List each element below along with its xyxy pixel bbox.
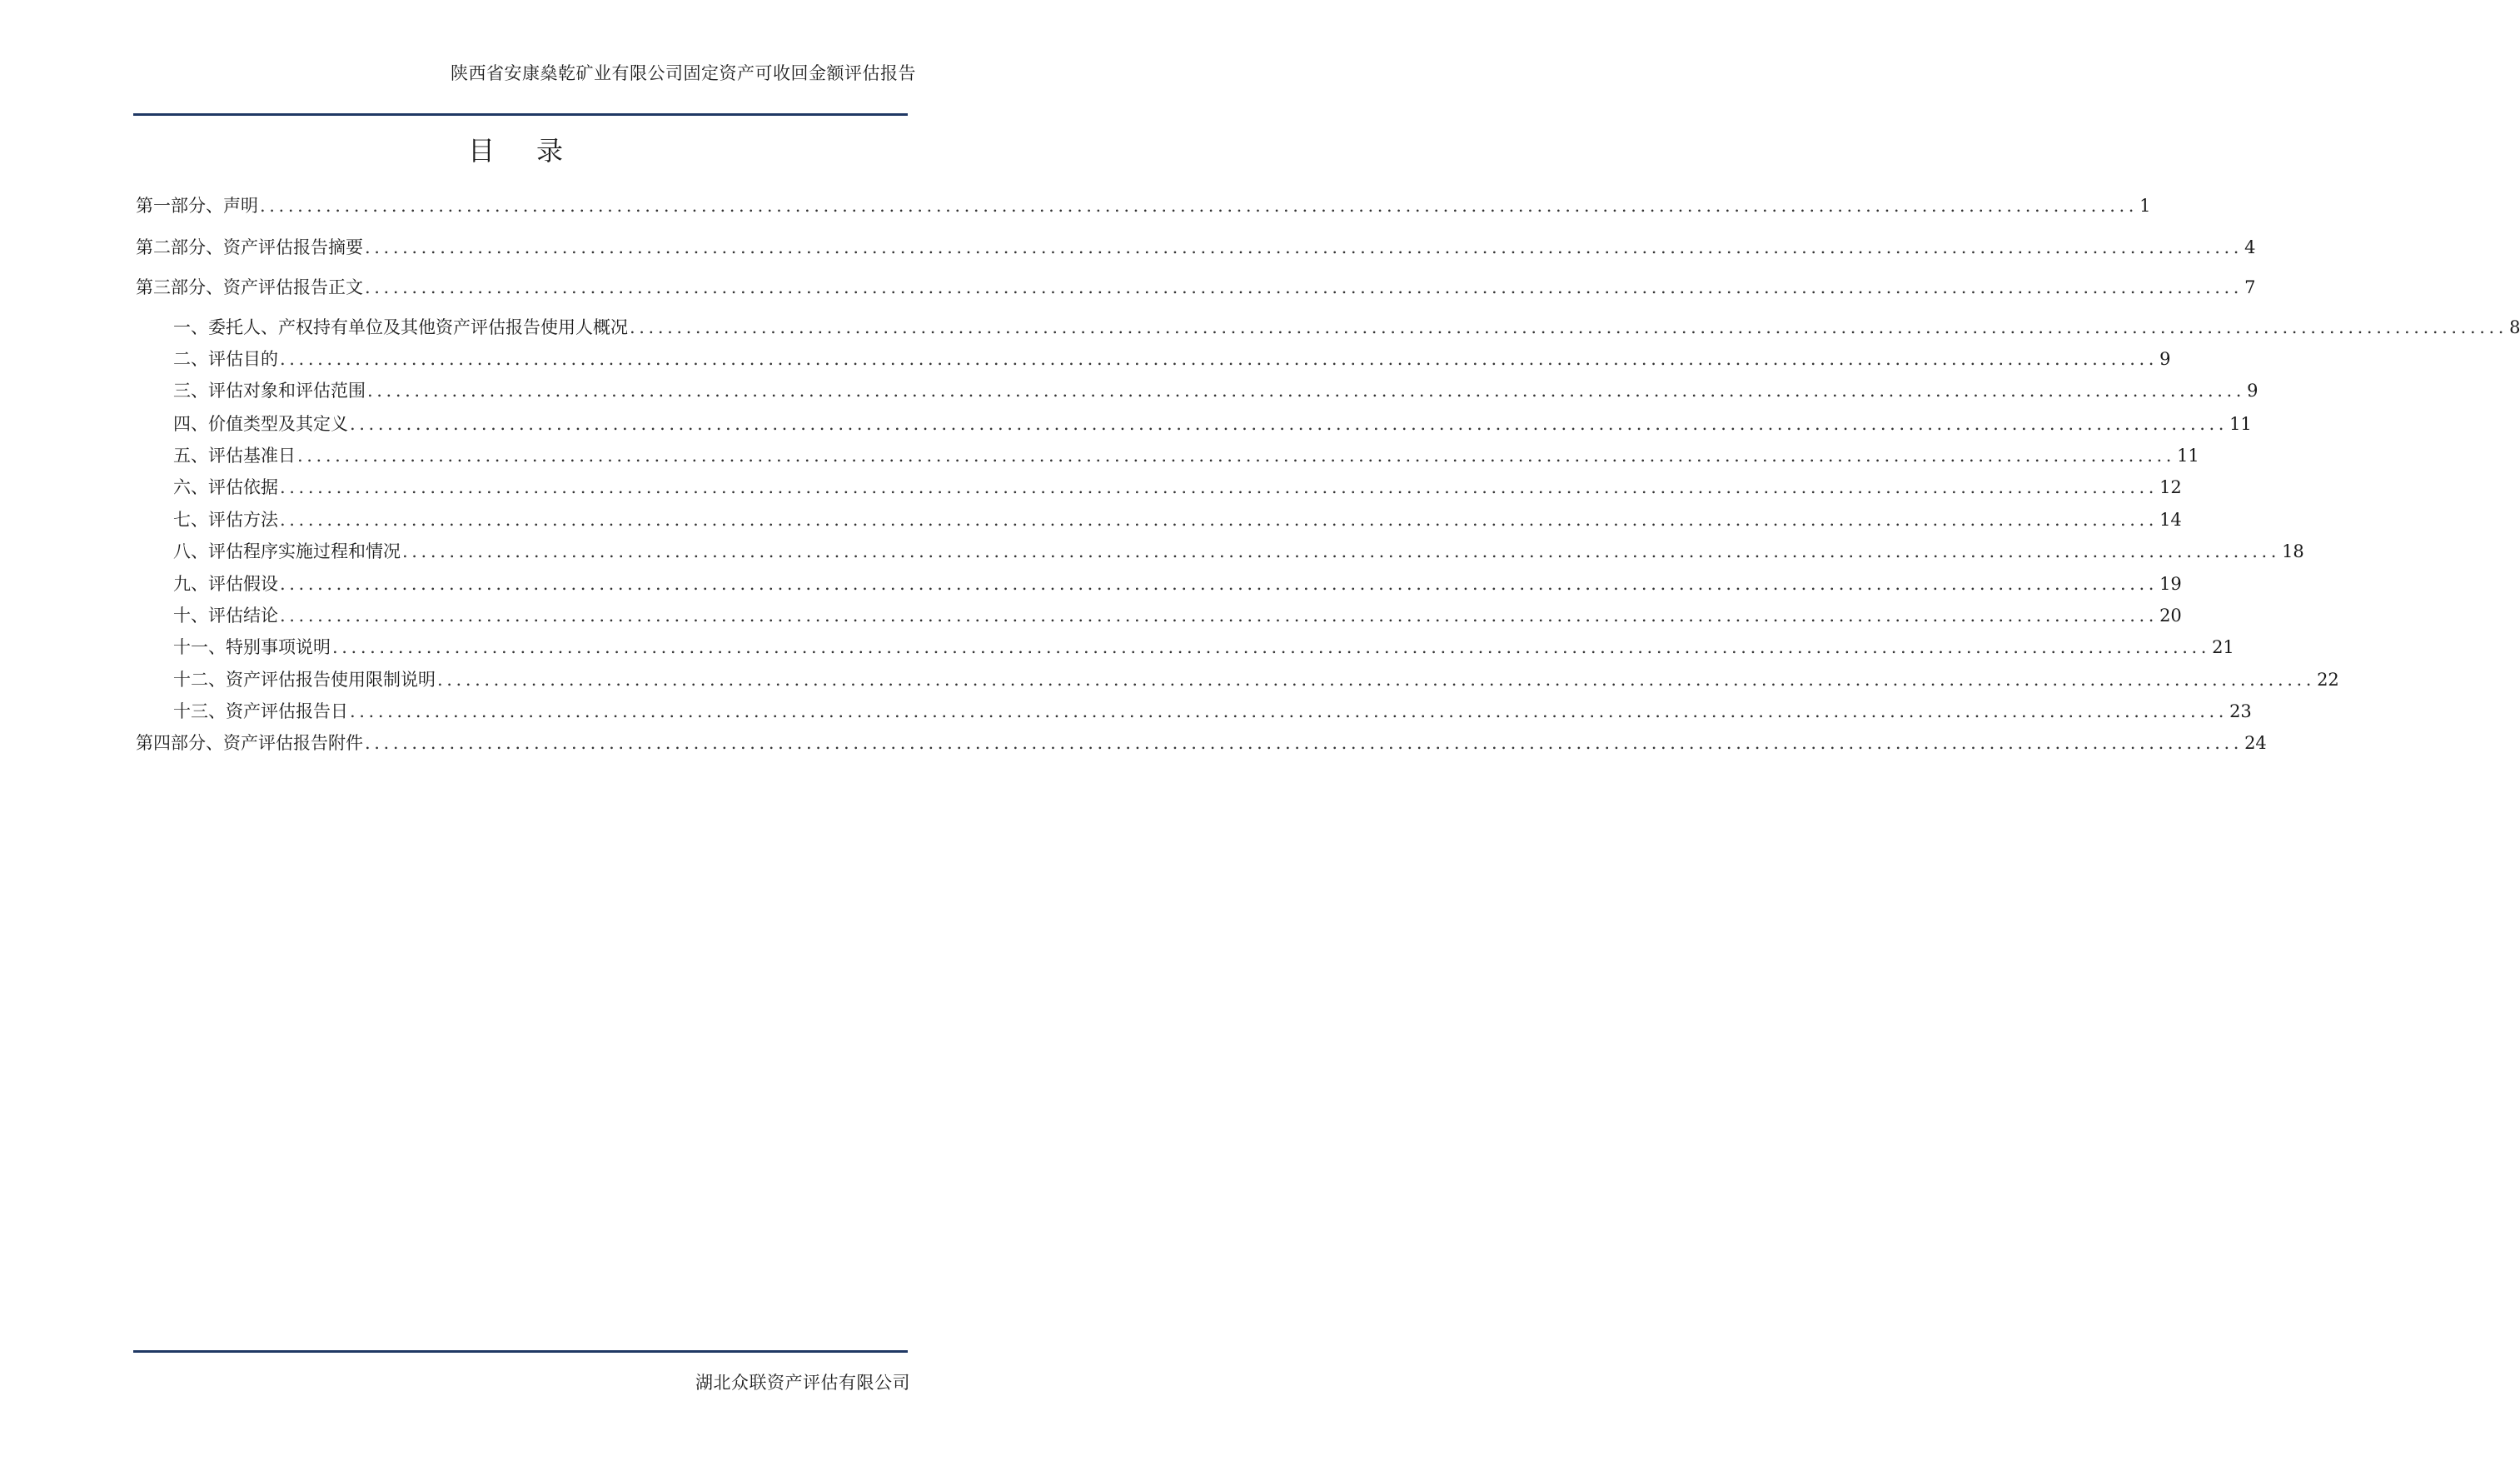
toc-dot-leader: ........................................................................................................................................................................................................ — [630, 317, 2508, 337]
toc-entry[interactable] — [173, 410, 2252, 438]
toc-entry-label: 十三、资产评估报告日 — [173, 701, 348, 721]
toc-entry-page: 18 — [2282, 541, 2304, 561]
toc-entry-label: 二、评估目的 — [173, 349, 278, 369]
toc-entry[interactable] — [173, 537, 2304, 566]
toc-entry[interactable] — [173, 697, 2252, 726]
toc-dot-leader: ........................................................................................................................................................................................................ — [280, 606, 2159, 626]
toc-entry-page: 9 — [2247, 381, 2259, 401]
toc-entry-page: 24 — [2244, 733, 2267, 753]
toc-dot-leader: ........................................................................................................................................................................................................ — [367, 381, 2246, 401]
toc-entry-label: 六、评估依据 — [173, 477, 278, 497]
toc-entry[interactable] — [136, 192, 2151, 220]
toc-entry-label: 第二部分、资产评估报告摘要 — [136, 237, 363, 257]
toc-entry-label: 十一、特别事项说明 — [173, 637, 331, 657]
toc-dot-leader: ........................................................................................................................................................................................................ — [332, 637, 2211, 657]
toc-dot-leader: ........................................................................................................................................................................................................ — [280, 477, 2159, 497]
toc-entry-label: 十、评估结论 — [173, 606, 278, 626]
page-header-title: 陕西省安康燊乾矿业有限公司固定资产可收回金额评估报告 — [451, 63, 916, 83]
toc-entry[interactable] — [136, 233, 2256, 262]
toc-dot-leader: ........................................................................................................................................................................................................ — [350, 414, 2229, 434]
toc-entry-page: 19 — [2159, 574, 2182, 594]
toc-dot-leader: ........................................................................................................................................................................................................ — [365, 277, 2244, 297]
toc-dot-leader: ........................................................................................................................................................................................................ — [280, 510, 2159, 530]
toc-entry-label: 第一部分、声明 — [136, 196, 258, 216]
footer-company: 湖北众联资产评估有限公司 — [695, 1373, 910, 1393]
toc-entry[interactable] — [173, 633, 2234, 661]
toc-entry[interactable] — [173, 473, 2182, 501]
toc-entry-label: 五、评估基准日 — [173, 446, 296, 466]
toc-dot-leader: ........................................................................................................................................................................................................ — [437, 670, 2316, 690]
toc-entry-label: 一、委托人、产权持有单位及其他资产评估报告使用人概况 — [173, 317, 628, 337]
toc-entry-page: 4 — [2244, 237, 2256, 257]
toc-dot-leader: ........................................................................................................................................................................................................ — [260, 196, 2139, 216]
toc-entry-label: 三、评估对象和评估范围 — [173, 381, 366, 401]
toc-entry-page: 20 — [2159, 606, 2182, 626]
toc-entry-page: 22 — [2317, 670, 2339, 690]
toc-entry-label: 九、评估假设 — [173, 574, 278, 594]
toc-entry-page: 11 — [2177, 446, 2199, 466]
toc-entry[interactable] — [173, 345, 2171, 373]
toc-dot-leader: ........................................................................................................................................................................................................ — [402, 541, 2281, 561]
toc-entry[interactable] — [173, 313, 2520, 342]
toc-entry[interactable] — [173, 506, 2182, 534]
toc-entry-page: 7 — [2244, 277, 2256, 297]
toc-entry-page: 21 — [2212, 637, 2234, 657]
toc-entry-page: 8 — [2509, 317, 2520, 337]
toc-title-char-1: 目 — [467, 135, 496, 167]
toc-entry-label: 四、价值类型及其定义 — [173, 414, 348, 434]
toc-entry-label: 第四部分、资产评估报告附件 — [136, 733, 363, 753]
toc-entry-label: 第三部分、资产评估报告正文 — [136, 277, 363, 297]
toc-entry-page: 14 — [2159, 510, 2182, 530]
toc-dot-leader: ........................................................................................................................................................................................................ — [280, 349, 2159, 369]
toc-entry-page: 9 — [2159, 349, 2171, 369]
toc-entry-page: 23 — [2229, 701, 2252, 721]
toc-entry-label: 八、评估程序实施过程和情况 — [173, 541, 401, 561]
toc-entry-page: 12 — [2159, 477, 2182, 497]
toc-dot-leader: ........................................................................................................................................................................................................ — [365, 237, 2244, 257]
footer-divider — [133, 1350, 908, 1353]
toc-entry-label: 十二、资产评估报告使用限制说明 — [173, 670, 436, 690]
toc-entry[interactable] — [173, 376, 2259, 405]
toc-title — [0, 130, 1033, 168]
toc-entry-label: 七、评估方法 — [173, 510, 278, 530]
toc-entry[interactable] — [173, 441, 2199, 470]
toc-entry[interactable] — [136, 729, 2267, 757]
toc-dot-leader: ........................................................................................................................................................................................................ — [280, 574, 2159, 594]
toc-title-char-2: 录 — [536, 135, 565, 167]
toc-dot-leader: ........................................................................................................................................................................................................ — [297, 446, 2176, 466]
toc-entry[interactable] — [136, 273, 2256, 302]
toc-dot-leader: ........................................................................................................................................................................................................ — [365, 733, 2244, 753]
toc-entry[interactable] — [173, 601, 2182, 630]
toc-entry[interactable] — [173, 570, 2182, 598]
toc-dot-leader: ........................................................................................................................................................................................................ — [350, 701, 2229, 721]
toc-entry-page: 11 — [2229, 414, 2252, 434]
toc-entry-page: 1 — [2139, 196, 2151, 216]
toc-entry[interactable] — [173, 666, 2339, 694]
header-divider — [133, 113, 908, 116]
